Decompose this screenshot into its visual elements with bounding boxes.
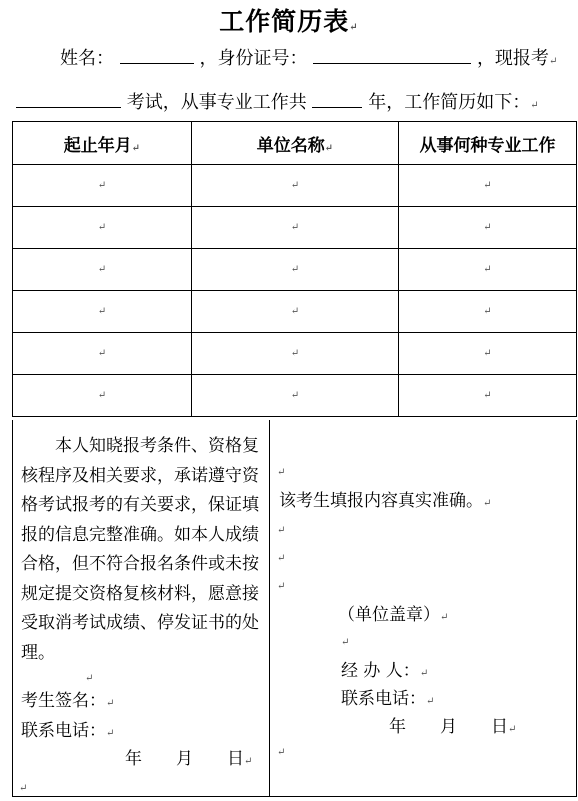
declaration-panel: 本人知晓报考条件、资格复核程序及相关要求，承诺遵守资格考试报考的有关要求，保证填报的信息完整准确。如本人成绩合格，但不符合报名条件或未按规定提交资格复核材料，愿意接受取消考试成绩、停发证书的处理。 ↵ 考生签名：↵ 联系电话：↵ 年 月 日↵ ↵ — [13, 420, 270, 796]
table-cell[interactable]: ↵ — [399, 375, 577, 417]
id-number-field[interactable] — [313, 47, 471, 64]
verification-text: 该考生填报内容真实准确。↵ — [279, 491, 492, 511]
table-header-row — [13, 122, 577, 165]
table-cell[interactable]: ↵ — [192, 291, 399, 333]
handler-label: 经 办 人： — [341, 661, 420, 681]
declaration-text: 本人知晓报考条件、资格复核程序及相关要求，承诺遵守资格考试报考的有关要求，保证填报的信息完整准确。如本人成绩合格，但不符合报名条件或未按规定提交资格复核材料，愿意接受取消考试成绩、停发证书的处理。 — [21, 436, 259, 663]
table-cell[interactable]: ↵ — [13, 249, 192, 291]
id-label: ，身份证号： — [199, 48, 308, 69]
phone-label: 联系电话： — [341, 689, 426, 709]
apply-label: ，现报考 — [476, 48, 549, 69]
table-cell[interactable]: ↵ — [399, 207, 577, 249]
years-field[interactable] — [312, 91, 362, 108]
header-line-2: 考试，从事专业工作共 年，工作简历如下：↵ — [16, 88, 539, 114]
date-label: 年 月 日 — [389, 717, 508, 737]
date-label: 年 月 日 — [125, 749, 244, 769]
table-row — [13, 375, 577, 417]
table-cell[interactable]: ↵ — [13, 207, 192, 249]
signature-section: 本人知晓报考条件、资格复核程序及相关要求，承诺遵守资格考试报考的有关要求，保证填报的信息完整准确。如本人成绩合格，但不符合报名条件或未按规定提交资格复核材料，愿意接受取消考试成绩、停发证书的处理。 ↵ 考生签名：↵ 联系电话：↵ 年 月 日↵ ↵ ↵ 该考生填报内容真实准确。↵ ↵ ↵ ↵ （单位盖章）↵ ↵ 经 办 人：↵ 联系电话：↵ 年 月 日↵ ↵ — [12, 420, 577, 797]
column-header: 单位名称↵ — [192, 122, 399, 165]
table-cell[interactable]: ↵ — [13, 291, 192, 333]
table-row — [13, 249, 577, 291]
table-row — [13, 291, 577, 333]
exam-label: 考试，从事专业工作共 — [126, 92, 307, 113]
table-cell[interactable]: ↵ — [399, 249, 577, 291]
name-field[interactable] — [120, 47, 194, 64]
table-cell[interactable]: ↵ — [192, 333, 399, 375]
signature-line[interactable]: 考生签名：↵ — [21, 691, 115, 711]
column-header: 起止年月↵ — [13, 122, 192, 165]
handler-line[interactable]: 经 办 人：↵ — [341, 661, 429, 681]
signature-label: 考生签名： — [21, 691, 106, 711]
table-cell[interactable]: ↵ — [192, 207, 399, 249]
name-label: 姓名： — [60, 48, 114, 69]
table-cell[interactable]: ↵ — [192, 249, 399, 291]
verification-date-line[interactable]: 年 月 日↵ — [389, 717, 517, 737]
table-cell[interactable]: ↵ — [399, 291, 577, 333]
column-header: 从事何种专业工作 — [399, 122, 577, 165]
date-line[interactable]: 年 月 日↵ — [125, 749, 253, 769]
exam-name-field[interactable] — [16, 91, 121, 108]
verification-phone-line[interactable]: 联系电话：↵ — [341, 689, 435, 709]
header-line-1: 姓名： ，身份证号： ，现报考↵ — [60, 48, 558, 69]
table-cell[interactable]: ↵ — [192, 165, 399, 207]
work-history-table — [12, 121, 577, 417]
page-title: 工作简历表↵ — [219, 7, 359, 36]
table-cell[interactable]: ↵ — [399, 333, 577, 375]
table-cell[interactable]: ↵ — [13, 375, 192, 417]
phone-line[interactable]: 联系电话：↵ — [21, 721, 115, 741]
year-label: 年，工作简历如下： — [368, 92, 531, 113]
table-cell[interactable]: ↵ — [399, 165, 577, 207]
table-cell[interactable]: ↵ — [13, 165, 192, 207]
table-row — [13, 165, 577, 207]
phone-label: 联系电话： — [21, 721, 106, 741]
table-row — [13, 207, 577, 249]
stamp-label: （单位盖章）↵ — [338, 605, 449, 625]
table-cell[interactable]: ↵ — [192, 375, 399, 417]
table-cell[interactable]: ↵ — [13, 333, 192, 375]
table-row — [13, 333, 577, 375]
